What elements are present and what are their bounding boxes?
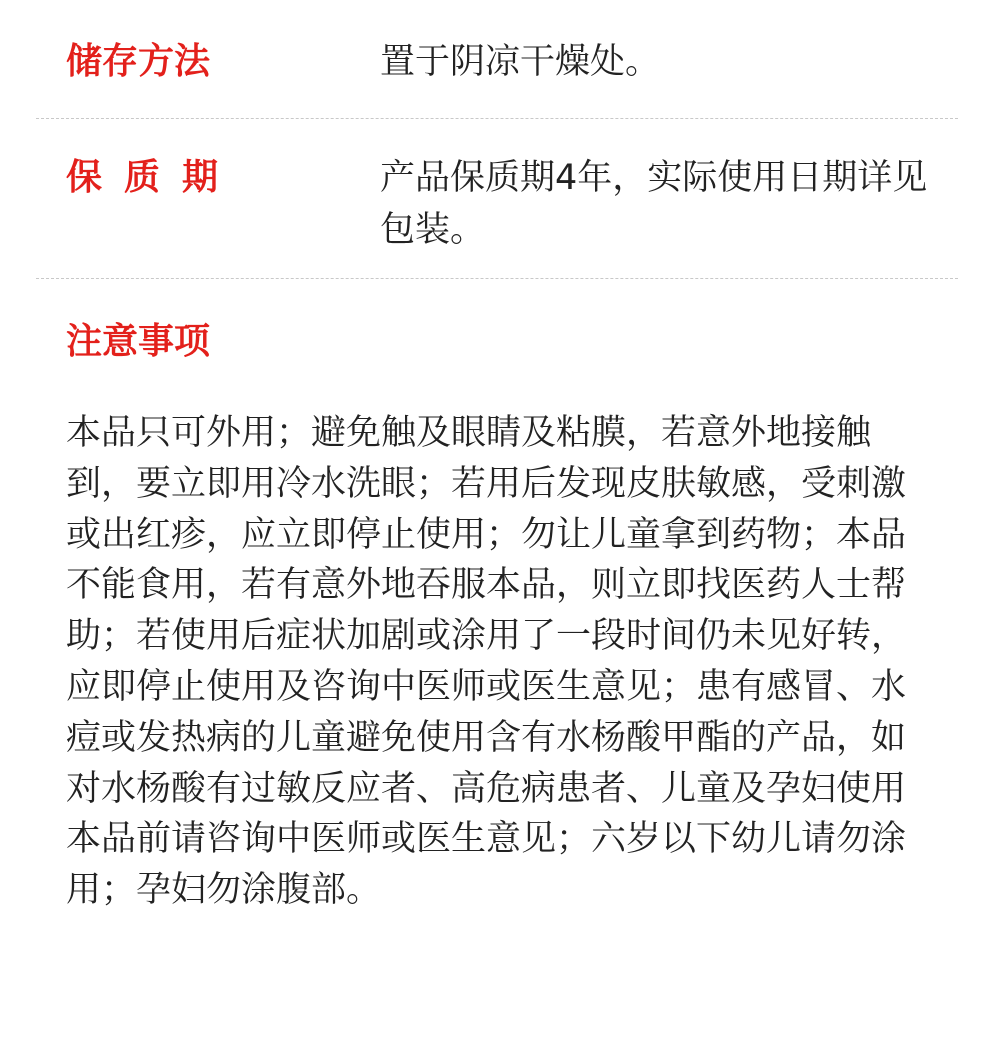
storage-value: 置于阴凉干燥处。 <box>380 42 661 82</box>
divider <box>36 118 958 119</box>
divider <box>36 278 958 279</box>
precautions-heading: 注意事项 <box>66 321 211 362</box>
storage-label: 储存方法 <box>66 41 211 82</box>
shelf-life-label: 保质期 <box>66 157 241 198</box>
precautions-body: 本品只可外用；避免触及眼睛及粘膜，若意外地接触到，要立即用冷水洗眼；若用后发现皮肤敏感，受刺激或出红疹，应立即停止使用；勿让儿童拿到药物；本品不能食用，若有意外地吞服本品，则立即找医药人士帮助；若使用后症状加剧或涂用了一段时间仍未见好转，应即停止使用及咨询中医师或医生意见；患有感冒、水痘或发热病的儿童避免使用含有水杨酸甲酯的产品，如对水杨酸有过敏反应者、高危病患者、儿童及孕妇使用本品前请咨询中医师或医生意见；六岁以下幼儿请勿涂用；孕妇勿涂腹部。 <box>66 413 907 911</box>
shelf-life-value: 产品保质期4年，实际使用日期详见包装。 <box>380 158 928 250</box>
